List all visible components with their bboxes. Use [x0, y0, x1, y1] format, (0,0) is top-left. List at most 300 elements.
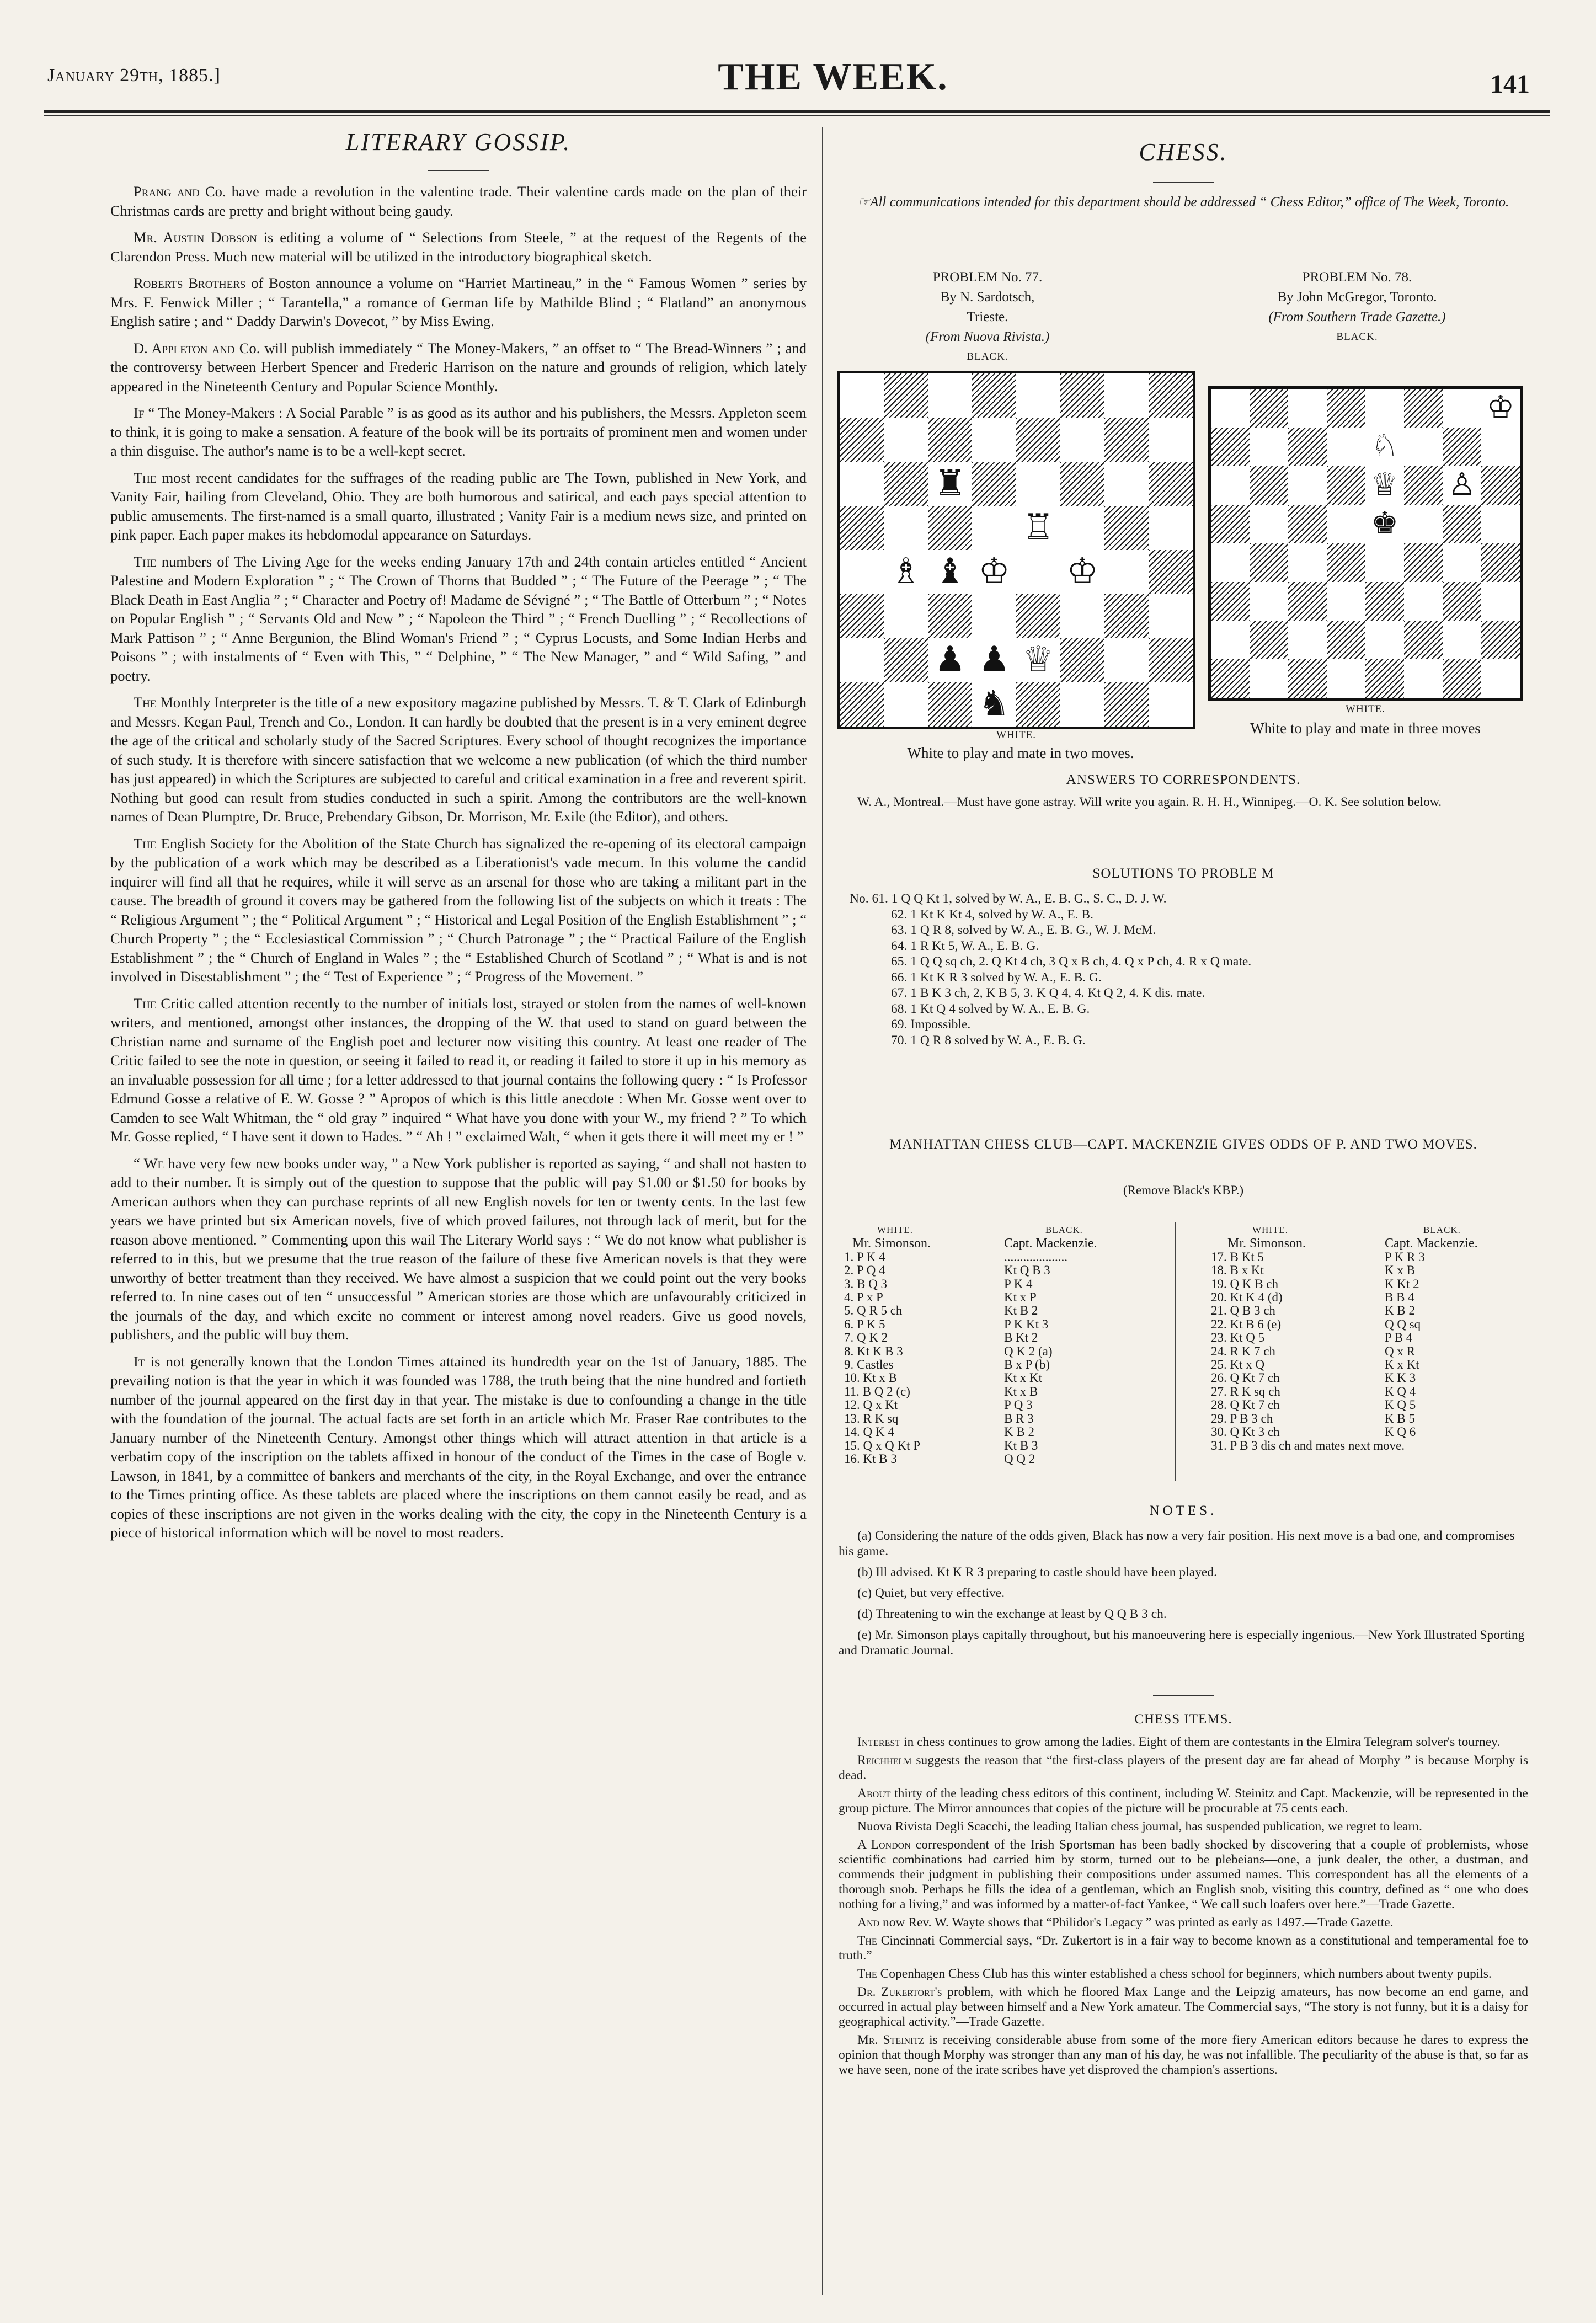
board-square: [1365, 389, 1404, 428]
board-square: [884, 682, 928, 727]
game-move: Q K 2 (a): [1004, 1344, 1053, 1358]
item-text: Copenhagen Chess Club has this winter established a chess school for beginners, which numbers about twenty pupils.: [877, 1967, 1492, 1981]
white-header: WHITE.: [877, 1225, 914, 1235]
game-move: B B 4: [1385, 1290, 1414, 1305]
black-player: Capt. Mackenzie.: [1004, 1236, 1097, 1251]
item-text: now Rev. W. Wayte shows that “Philidor's Legacy ” was printed as early as 1497.—Trade Gazette.: [879, 1915, 1394, 1930]
board-square: [1481, 621, 1520, 659]
game-move: K x B: [1385, 1263, 1415, 1278]
chess-item: [839, 2033, 1528, 2078]
gossip-paragraph: [110, 182, 807, 220]
board-square: [1104, 418, 1149, 462]
game-move: P K 4: [1004, 1277, 1033, 1291]
item-text: Nuova Rivista Degli Scacchi, the leading Italian chess journal, has suspended publication, we regret to learn.: [857, 1819, 1422, 1834]
board-square: [1481, 466, 1520, 505]
item-lead: Dr. Zukertort's: [857, 1985, 942, 1999]
gossip-paragraph: [110, 403, 807, 461]
chess-item: [839, 1819, 1528, 1834]
paragraph-lead: The: [134, 694, 157, 711]
problem-78-header: [1197, 268, 1517, 347]
board-square: [1404, 621, 1443, 659]
board-square: [1327, 466, 1365, 505]
board-square: [1404, 428, 1443, 466]
paragraph-lead: Roberts Brothers: [134, 275, 246, 291]
paragraph-lead: The: [134, 835, 157, 852]
board-square: [1211, 389, 1250, 428]
solution-item: 69. Impossible.: [891, 1017, 971, 1032]
masthead-rule-thin: [44, 115, 1550, 116]
board-square: [1149, 506, 1193, 550]
board-square: [1250, 621, 1288, 659]
game-move: Kt B 2: [1004, 1304, 1038, 1318]
gossip-paragraph: [110, 228, 807, 266]
paragraph-lead: If: [134, 404, 145, 421]
item-text: is receiving considerable abuse from some of the more fiery American editors because he dares to express the opinion that though Morphy was stronger than any man of his day, he was not infallible. The peculiarity of the abuse is that, so far as we have seen, none of the irate scribes have yet disproved the champion's assertions.: [839, 2033, 1528, 2077]
game-move: Q Q sq: [1385, 1317, 1421, 1331]
board-square: [1211, 466, 1250, 505]
game-move: Kt x P: [1004, 1290, 1037, 1305]
game-left-black: [1004, 1224, 1097, 1466]
game-move: 27. R K sq ch: [1211, 1384, 1280, 1398]
game-move: 23. Kt Q 5: [1211, 1331, 1265, 1345]
chess-item: [839, 1735, 1528, 1750]
board-square: [928, 373, 972, 418]
chess-item: [839, 1753, 1528, 1783]
paragraph-text: “ The Money-Makers : A Social Parable ” is as good as its author and his publishers, the Messrs. Appleton seem to think, it is going to make a sensation. A feature of the book will be its portraits of prominent men and women under a thin disguise. The author's name is to be a well-kept secret.: [110, 404, 807, 459]
board-square: [1443, 505, 1481, 543]
game-move: Kt B 3: [1004, 1438, 1038, 1452]
white-king-icon: ♔: [972, 550, 1016, 594]
game-move: Kt Q B 3: [1004, 1263, 1050, 1278]
item-lead: A London: [857, 1838, 911, 1852]
masthead-title: THE WEEK.: [718, 56, 948, 98]
board-square: [1104, 462, 1149, 506]
board-square: [1104, 506, 1149, 550]
white-king-icon: ♔: [1060, 550, 1104, 594]
game-move: 13. R K sq: [844, 1411, 899, 1425]
board-square: [1149, 638, 1193, 682]
board-square: [1016, 462, 1060, 506]
board-square: [1060, 418, 1104, 462]
board-square: [1016, 373, 1060, 418]
board-square: [1060, 462, 1104, 506]
literary-gossip-column: [110, 182, 807, 1550]
board-square: [1288, 582, 1327, 621]
board-square: [1443, 621, 1481, 659]
game-move: 31. P B 3 dis ch and mates next move.: [1211, 1438, 1405, 1452]
solution-item: 62. 1 Kt K Kt 4, solved by W. A., E. B.: [891, 907, 1093, 922]
board-square: [972, 594, 1016, 638]
game-move: K Q 6: [1385, 1425, 1416, 1439]
item-lead: About: [857, 1786, 891, 1801]
literary-gossip-heading: LITERARY GOSSIP.: [345, 129, 572, 156]
board-square: [1149, 594, 1193, 638]
item-text: suggests the reason that “the first-class players of the present day are far ahead of Morphy ” is because Morphy is dead.: [839, 1753, 1528, 1782]
board-square: [1327, 505, 1365, 543]
white-player: Mr. Simonson.: [1227, 1236, 1306, 1251]
problem-77-header: [833, 268, 1142, 367]
black-pawn-icon: ♟: [972, 638, 1016, 682]
gossip-paragraph: [110, 339, 807, 396]
game-move: K B 2: [1004, 1425, 1034, 1439]
board-square: [1404, 466, 1443, 505]
board-square: [1149, 373, 1193, 418]
note-item: (c) Quiet, but very effective.: [857, 1586, 1005, 1600]
paragraph-lead: The: [134, 553, 157, 570]
board-square: [1250, 466, 1288, 505]
black-header: BLACK.: [1045, 1225, 1083, 1235]
chess-item: [839, 1934, 1528, 1963]
game-move: K Kt 2: [1385, 1277, 1419, 1291]
solution-item: 64. 1 R Kt 5, W. A., E. B. G.: [891, 938, 1039, 953]
board-square: [840, 682, 884, 727]
board-square: [928, 682, 972, 727]
board-square: [1288, 659, 1327, 698]
paragraph-text: is not generally known that the London Times attained its hundredth year on the 1st of January, 1885. The prevailing notion is that the year in which it was founded was 1788, the truth being that the nine hundred and fortieth number of the journal appeared on the first day in that year. The mistake is due to confounding a change in the title with the foundation of the journal. The actual facts are set forth in an article which Mr. Fraser Rae contributes to the January number of the Nineteenth Century. Amongst other things which will attract attention in that article is a verbatim copy of the inscription on the tablets affixed in honour of the conduct of the Times in the case of Bogle v. Lawson, in 1841, by a committee of bankers and merchants of the city, in the Royal Exchange, and over the entrance to the Times printing office. As these tablets are placed where the inscriptions on them cannot easily be read, and as copies of these inscriptions are not given in the works dealing with the city, the copy in the Nineteenth Century is a piece of historical information which will be novel to most readers.: [110, 1353, 807, 1541]
gossip-paragraph: [110, 468, 807, 544]
game-move: K B 2: [1385, 1304, 1415, 1318]
board-square: [928, 506, 972, 550]
gossip-paragraph: [110, 1154, 807, 1344]
board-square: [1060, 373, 1104, 418]
board-square: [1104, 638, 1149, 682]
black-knight-icon: ♞: [972, 682, 1016, 727]
paragraph-lead: “ We: [134, 1155, 164, 1172]
solution-item: 63. 1 Q R 8, solved by W. A., E. B. G., W. J. McM.: [891, 923, 1156, 937]
board-square: [972, 418, 1016, 462]
board-square: [1149, 682, 1193, 727]
black-label: BLACK.: [967, 351, 1008, 362]
solution-item: No. 61. 1 Q Q Kt 1, solved by W. A., E. B. G., S. C., D. J. W.: [850, 891, 1167, 906]
game-move: 3. B Q 3: [844, 1277, 887, 1291]
game-move: 8. Kt K B 3: [844, 1344, 903, 1358]
board-square: [1327, 621, 1365, 659]
chess-item: [839, 1985, 1528, 2030]
gossip-paragraph: [110, 1352, 807, 1542]
solution-item: 70. 1 Q R 8 solved by W. A., E. B. G.: [891, 1033, 1086, 1048]
problem-place: Trieste.: [967, 309, 1008, 324]
game-move: B Kt 2: [1004, 1331, 1038, 1345]
white-label: WHITE.: [996, 729, 1036, 741]
item-text: thirty of the leading chess editors of this continent, including W. Steinitz and Capt. Mackenzie, will be represented in the group picture. The Mirror announces that copies of the picture will be procurable at 75 cents each.: [839, 1786, 1528, 1815]
board-square: [1481, 505, 1520, 543]
white-queen-icon: ♕: [1016, 638, 1060, 682]
game-left-white: [844, 1224, 931, 1466]
board-square: [1443, 428, 1481, 466]
problem-author: By John McGregor, Toronto.: [1277, 290, 1437, 305]
board-square: [1443, 582, 1481, 621]
board-square: [884, 462, 928, 506]
white-knight-icon: ♘: [1365, 428, 1404, 466]
issue-date: January 29th, 1885.]: [47, 65, 221, 86]
board-square: [1250, 428, 1288, 466]
board-square: [1404, 659, 1443, 698]
item-text: correspondent of the Irish Sportsman has been badly shocked by discovering that a couple of problemists, whose scientific combinations had carried him by storm, turned out to be plebeians—one, a junk dealer, the other, a dustman, and commends their judgment in publishing their compositions under assumed names. This correspondent has all the elements of a thorough snob. Perhaps he fills the idea of a gentleman, which an English snob, visiting this country, defined as “ one who does nothing for a living,” and was informed by a matter-of-fact Yankee, “ We call such loafers over here.”—Trade Gazette.: [839, 1838, 1528, 1911]
board-square: [1327, 582, 1365, 621]
board-square: [1211, 659, 1250, 698]
game-move: 7. Q K 2: [844, 1331, 888, 1345]
black-player: Capt. Mackenzie.: [1385, 1236, 1478, 1251]
board-square: [840, 418, 884, 462]
white-bishop-icon: ♗: [884, 550, 928, 594]
board-square: [1327, 543, 1365, 582]
board-square: [1211, 505, 1250, 543]
game-move: Kt x B: [1004, 1384, 1038, 1398]
game-move: P B 4: [1385, 1331, 1413, 1345]
board-square: [1250, 389, 1288, 428]
game-move: K Q 4: [1385, 1384, 1416, 1398]
white-label: WHITE.: [1346, 703, 1385, 715]
board-square: [1211, 428, 1250, 466]
board-square: [1149, 418, 1193, 462]
solution-item: 67. 1 B K 3 ch, 2, K B 5, 3. K Q 4, 4. Kt Q 2, 4. K dis. mate.: [891, 986, 1205, 1000]
note-item: (e) Mr. Simonson plays capitally throughout, but his manoeuvering here is especially ingenious.—New York Illustrated Sporting and Dramatic Journal.: [839, 1628, 1525, 1658]
paragraph-text: Co. have made a revolution in the valentine trade. Their valentine cards made on the plan of their Christmas cards are pretty and bright without being gaudy.: [110, 183, 807, 219]
board-square: [1104, 594, 1149, 638]
black-king-icon: ♚: [1365, 505, 1404, 543]
game-move: K Q 5: [1385, 1398, 1416, 1412]
paragraph-text: most recent candidates for the suffrages of the reading public are The Town, published in New York, and Vanity Fair, hailing from Cleveland, Ohio. They are both humorous and satirical, and each pays special attention to public amusements. The first-named is a small quarto, illustrated ; Vanity Fair is a medium news size, and printed on pink paper. Each paper makes its hebdomodal appearance on Saturdays.: [110, 469, 807, 543]
chess-notice: ☞All communications intended for this department should be addressed “ Chess Editor,” office of The Week, Toronto.: [857, 195, 1509, 210]
paragraph-lead: The: [134, 995, 157, 1012]
game-subheading: (Remove Black's KBP.): [1123, 1183, 1244, 1197]
board-square: [928, 418, 972, 462]
board-square: [1016, 594, 1060, 638]
board-square: [1250, 543, 1288, 582]
board-square: [1288, 621, 1327, 659]
game-move: 1. P K 4: [844, 1249, 885, 1264]
solutions-heading: SOLUTIONS TO PROBLE M: [1092, 866, 1274, 881]
item-lead: And: [857, 1915, 880, 1930]
board-square: [1365, 659, 1404, 698]
board-square: [1404, 505, 1443, 543]
problem-source: (From Southern Trade Gazette.): [1268, 309, 1446, 324]
game-move: Kt x Kt: [1004, 1371, 1042, 1385]
board-square: [1327, 389, 1365, 428]
game-move: 29. P B 3 ch: [1211, 1411, 1273, 1425]
game-move: B x P (b): [1004, 1358, 1050, 1372]
paragraph-text: Monthly Interpreter is the title of a new expository magazine published by Messrs. T. & T. Clark of Edinburgh and Messrs. Kegan Paul, Trench and Co., London. It can hardly be doubted that the present is in a very eminent degree the age of the critical and scholarly study of the Sacred Scriptures. Every school of thought recognizes the importance of such study. It is therefore with sincere satisfaction that we welcome a new publication (of which the third number has just appeared) in which the Scriptures are subjected to careful and critical examination in a free and reverent spirit. Nothing but good can result from studies conducted in such a spirit. Among the contributors are the well-known names of Dean Plumptre, Dr. Bruce, Prebendary Gibson, Dr. Morrison, Mr. Exile (the Editor), and others.: [110, 694, 807, 825]
board-square: [1211, 582, 1250, 621]
game-right-white: [1211, 1224, 1405, 1452]
board-square: [1481, 582, 1520, 621]
board-square: [1365, 543, 1404, 582]
white-rook-icon: ♖: [1016, 506, 1060, 550]
board-square: [840, 550, 884, 594]
board-square: [1481, 543, 1520, 582]
game-move: B R 3: [1004, 1411, 1034, 1425]
board-square: [840, 462, 884, 506]
board-square: [1211, 621, 1250, 659]
board-square: [1149, 550, 1193, 594]
game-move: K K 3: [1385, 1371, 1416, 1385]
item-lead: Reichhelm: [857, 1753, 912, 1767]
item-lead: Interest: [857, 1735, 901, 1749]
problem-title: PROBLEM No. 78.: [1302, 270, 1412, 285]
item-text: Cincinnati Commercial says, “Dr. Zukertort is in a fair way to become known as a constitutional and temperamental foe to truth.”: [839, 1934, 1528, 1963]
solution-item: 68. 1 Kt Q 4 solved by W. A., E. B. G.: [891, 1001, 1090, 1016]
paragraph-lead: It: [134, 1353, 145, 1370]
game-move: 18. B x Kt: [1211, 1263, 1264, 1278]
gossip-paragraph: [110, 693, 807, 826]
board-square: [1060, 682, 1104, 727]
board-square: [884, 418, 928, 462]
paragraph-lead: Mr. Austin Dobson: [134, 229, 257, 245]
game-move: 11. B Q 2 (c): [844, 1384, 910, 1398]
board-square: [1288, 428, 1327, 466]
solution-item: 66. 1 Kt K R 3 solved by W. A., E. B. G.: [891, 970, 1102, 985]
board-square: [1443, 389, 1481, 428]
board-square: [1016, 550, 1060, 594]
board-square: [1016, 418, 1060, 462]
solutions-list: [850, 891, 1539, 1048]
answers-heading: ANSWERS TO CORRESPONDENTS.: [1066, 772, 1301, 787]
chess-items-heading: CHESS ITEMS.: [1134, 1712, 1232, 1727]
board-square: [1404, 389, 1443, 428]
game-move: P Q 3: [1004, 1398, 1033, 1412]
problem-title: PROBLEM No. 77.: [932, 270, 1043, 285]
white-king-icon: ♔: [1481, 389, 1520, 428]
paragraph-lead: D. Appleton and: [134, 339, 235, 356]
white-pawn-icon: ♙: [1443, 466, 1481, 505]
board-square: [1060, 506, 1104, 550]
item-text: in chess continues to grow among the ladies. Eight of them are contestants in the Elmira Telegram solver's tourney.: [900, 1735, 1501, 1749]
white-header: WHITE.: [1252, 1225, 1289, 1235]
notes-list: [839, 1528, 1528, 1664]
board-square: [1211, 543, 1250, 582]
problem-77-caption: White to play and mate in two moves.: [907, 745, 1134, 761]
game-move: 2. P Q 4: [844, 1263, 885, 1278]
game-divider: [1175, 1222, 1176, 1481]
heading-rule: [1153, 182, 1214, 183]
page-number: 141: [1490, 70, 1530, 99]
problem-78-caption: White to play and mate in three moves: [1250, 720, 1481, 736]
chess-board-problem-77: [837, 371, 1195, 729]
heading-rule: [428, 170, 489, 171]
game-move: 16. Kt B 3: [844, 1451, 897, 1466]
paragraph-lead: Prang and: [134, 183, 200, 200]
game-move: K B 5: [1385, 1411, 1415, 1425]
paragraph-text: Co. will publish immediately “ The Money-Makers, ” an offset to “ The Bread-Winners ” ; and the controversy between Herbert Spencer and Frederic Harrison on the nature and grounds of religion, which lately appeared in the Nineteenth Century and Popular Science Monthly.: [110, 339, 807, 394]
board-square: [884, 373, 928, 418]
problem-source: (From Nuova Rivista.): [925, 329, 1050, 344]
chess-board-problem-78: [1208, 386, 1523, 701]
item-text: problem, with which he floored Max Lange and the Leipzig amateurs, has now become an end game, and occurred in actual play between himself and a New York amateur. The Commercial says, “The story is not funny, but it is a daisy for geographical activity.”—Trade Gazette.: [839, 1985, 1528, 2029]
game-move: 15. Q x Q Kt P: [844, 1438, 921, 1452]
paragraph-text: of Boston announce a volume on “Harriet Martineau,” in the “ Famous Women ” series by Mrs. F. Fenwick Miller ; “ Tarantella,” a romance of German life by Mathilde Blind ; “ Flatland” an anonymous English satire ; and “ Daddy Darwin's Dovecot, ” by Miss Ewing.: [110, 275, 807, 329]
game-move: 26. Q Kt 7 ch: [1211, 1371, 1280, 1385]
item-lead: Mr. Steinitz: [857, 2033, 924, 2047]
answers-text: W. A., Montreal.—Must have gone astray. Will write you again. R. H. H., Winnipeg.—O. K. See solution below.: [857, 795, 1442, 809]
chess-item: [839, 1786, 1528, 1816]
column-divider: [822, 127, 823, 2295]
game-move: ....................: [1004, 1249, 1067, 1264]
board-square: [1288, 466, 1327, 505]
board-square: [1016, 682, 1060, 727]
board-square: [1250, 505, 1288, 543]
game-move: 28. Q Kt 7 ch: [1211, 1398, 1280, 1412]
board-square: [1104, 373, 1149, 418]
gossip-paragraph: [110, 994, 807, 1146]
paragraph-text: Critic called attention recently to the number of initials lost, strayed or stolen from the names of well-known writers, and mentioned, amongst other instances, the dropping of the W. that used to stand on guard between the Christian name and surname of the English poet and lecturer now visiting this country. At least one reader of The Critic failed to see the note in question, or seeing it failed to read it, or reading it failed to store it up in his memory as an invaluable possession for all time ; for a letter addressed to that journal contains the following query : “ Is Professor Edmund Gosse a relative of E. W. Gosse ? ” Apropos of which is this little anecdote : When Mr. Gosse went over to Camden to see Walt Whitman, the “ old gray ” inquired “ What have you done with your W., my friend ? ” To which Mr. Gosse replied, “ I have sent it down to Hades. ” “ Ah ! ” exclaimed Walt, “ when it gets there it will meet my er ! ”: [110, 995, 807, 1145]
chess-item: [839, 1838, 1528, 1912]
board-square: [1443, 659, 1481, 698]
note-item: (d) Threatening to win the exchange at least by Q Q B 3 ch.: [857, 1607, 1167, 1621]
problem-author: By N. Sardotsch,: [940, 290, 1035, 305]
white-queen-icon: ♕: [1365, 466, 1404, 505]
black-label: BLACK.: [1336, 331, 1378, 343]
board-square: [1250, 582, 1288, 621]
board-square: [1404, 543, 1443, 582]
game-move: 14. Q K 4: [844, 1425, 894, 1439]
game-move: 6. P K 5: [844, 1317, 885, 1331]
game-move: 25. Kt x Q: [1211, 1358, 1265, 1372]
gossip-paragraph: [110, 274, 807, 331]
game-move: Q x R: [1385, 1344, 1415, 1358]
chess-items-list: [839, 1735, 1528, 2081]
gossip-paragraph: [110, 552, 807, 686]
game-move: 30. Q Kt 3 ch: [1211, 1425, 1280, 1439]
masthead-rule: [44, 110, 1550, 113]
chess-heading: CHESS.: [1139, 138, 1228, 165]
game-move: 22. Kt B 6 (e): [1211, 1317, 1282, 1331]
board-square: [1481, 659, 1520, 698]
board-square: [972, 373, 1016, 418]
notes-heading: NOTES.: [1149, 1503, 1218, 1518]
board-square: [1149, 462, 1193, 506]
board-square: [1365, 621, 1404, 659]
gossip-paragraph: [110, 834, 807, 986]
board-square: [1404, 582, 1443, 621]
board-square: [1288, 505, 1327, 543]
section-rule: [1153, 1695, 1214, 1696]
board-square: [1443, 543, 1481, 582]
game-move: 17. B Kt 5: [1211, 1249, 1264, 1264]
item-lead: The: [857, 1967, 877, 1981]
game-move: P K R 3: [1385, 1249, 1425, 1264]
game-move: 19. Q K B ch: [1211, 1277, 1279, 1291]
black-bishop-icon: ♝: [928, 550, 972, 594]
board-square: [884, 638, 928, 682]
board-square: [840, 506, 884, 550]
game-move: [1385, 1439, 1478, 1452]
board-square: [1104, 682, 1149, 727]
board-square: [840, 373, 884, 418]
chess-item: [839, 1967, 1528, 1982]
game-move: 12. Q x Kt: [844, 1398, 898, 1412]
game-move: Q Q 2: [1004, 1451, 1035, 1466]
board-square: [1481, 428, 1520, 466]
game-move: 4. P x P: [844, 1290, 883, 1305]
paragraph-text: numbers of The Living Age for the weeks ending January 17th and 24th contain articles entitled “ Ancient Palestine and Modern Exploration ” ; “ The Crown of Thorns that Budded ” ; “ The Future of the Peerage ” ; “ The Black Death in East Anglia ” ; “ Character and Poetry of! Madame de Sévigné ” ; “ The Battle of Otterburn ” ; “ Notes on Popular English ” ; “ Servants Old and New ” ; “ Napoleon the Third ” ; “ French Duelling ” ; “ Recollections of Mark Pattison ” ; “ Anne Bergunion, the Blind Woman's Friend ” ; “ Cyprus Locusts, and Some Indian Herbs and Poisons ” ; with instalments of “ Even with This, ” “ Delphine, ” “ The New Manager, ” and “ Wild Safing, ” and poetry.: [110, 553, 807, 684]
paragraph-lead: The: [134, 469, 157, 486]
white-player: Mr. Simonson.: [852, 1236, 931, 1251]
board-square: [1250, 659, 1288, 698]
game-move: P K Kt 3: [1004, 1317, 1049, 1331]
game-move: 20. Kt K 4 (d): [1211, 1290, 1283, 1305]
solution-item: 65. 1 Q Q sq ch, 2. Q Kt 4 ch, 3 Q x B ch, 4. Q x P ch, 4. R x Q mate.: [891, 954, 1252, 969]
board-square: [1060, 594, 1104, 638]
game-move: 21. Q B 3 ch: [1211, 1304, 1275, 1318]
paragraph-text: have very few new books under way, ” a New York publisher is reported as saying, “ and shall not hasten to add to their number. It is simply out of the question to suppose that the public will pay $1.00 or $1.50 for books by American authors when they can purchase reprints of all new English novels for ten or twenty cents. In the last few years we have printed but six American novels, five of which proved failures, not through lack of merit, but for the reason above mentioned. ” Commenting upon this wail The Literary World says : “ We do not know what publisher is referred to in this, but we presume that the true reason of the failure of these five American novels is that they were unworthy of better treatment than they received. We have almost a suspicion that we could point out the very books referred to. In nine cases out of ten “ unsuccessful ” American stories are those which are unfavourably criticized in the journals of the day, and which excite no comment or interest among novel readers. Give us good novels, publishers, and the public will buy them.: [110, 1155, 807, 1343]
game-move: 9. Castles: [844, 1358, 894, 1372]
note-item: (a) Considering the nature of the odds given, Black has now a very fair position. His next move is a bad one, and compromises his game.: [839, 1529, 1515, 1558]
chess-item: [839, 1915, 1528, 1930]
game-move: 24. R K 7 ch: [1211, 1344, 1275, 1358]
board-square: [928, 594, 972, 638]
board-square: [972, 462, 1016, 506]
board-square: [1288, 543, 1327, 582]
